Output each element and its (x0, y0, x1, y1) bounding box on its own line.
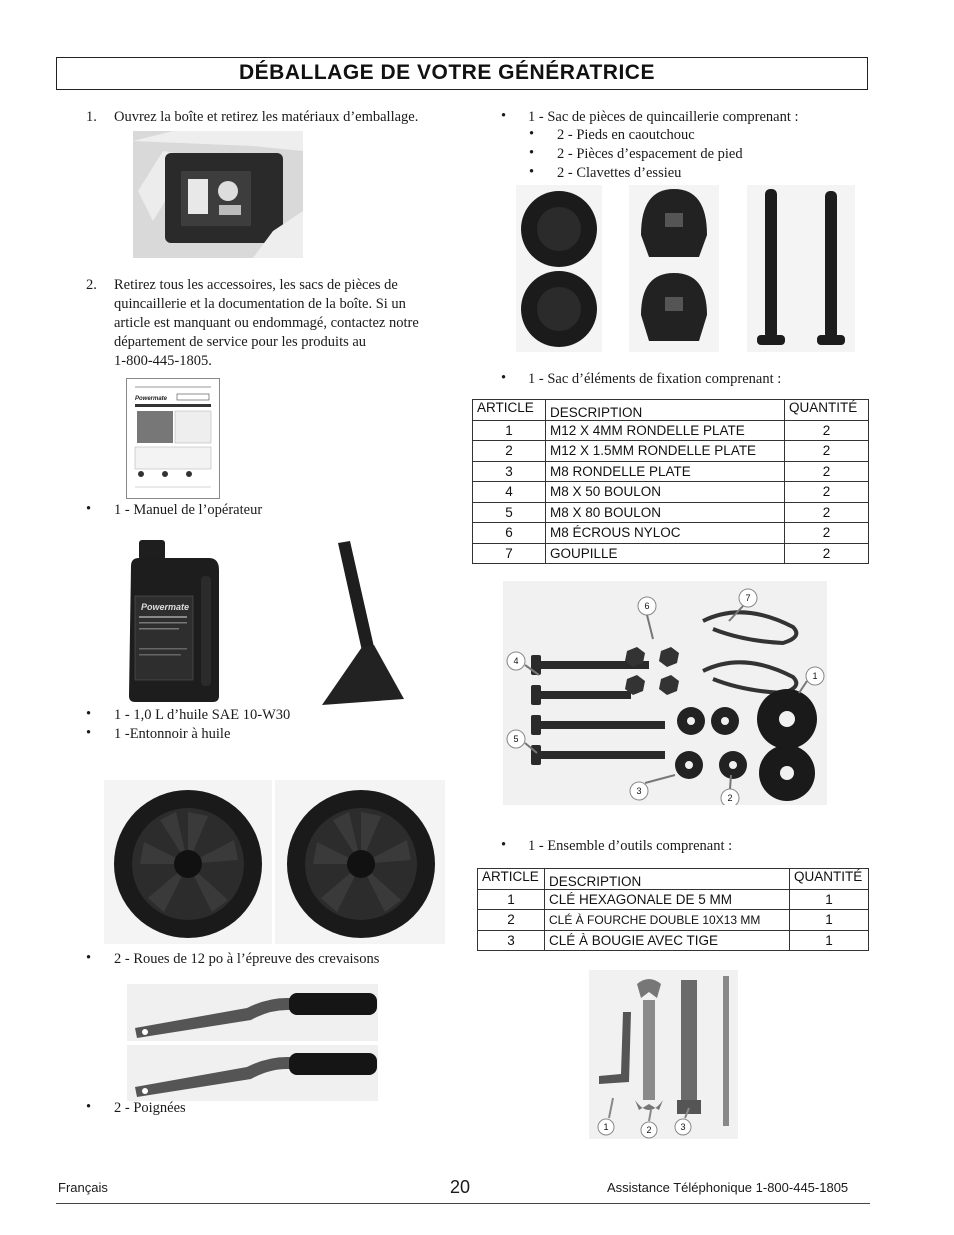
article-cell: 2 (478, 910, 545, 931)
hardware-bag-item: 2 - Pièces d’espacement de pied (557, 146, 743, 162)
page-number: 20 (450, 1177, 471, 1197)
tools-intro: 1 - Ensemble d’outils comprenant : (528, 838, 733, 854)
article-cell: 4 (473, 482, 546, 503)
page-title-box (56, 57, 868, 90)
quantity-cell: 2 (785, 543, 869, 564)
callout-6: 6 (644, 601, 650, 611)
wheel-photo-left (104, 780, 272, 944)
callout-1: 1 (812, 671, 818, 681)
article-cell: 1 (473, 420, 546, 441)
bullet-dot: • (501, 370, 507, 386)
quantity-cell: 1 (790, 889, 869, 910)
table-row (473, 420, 869, 441)
table-row (478, 910, 869, 931)
quantity-cell: 1 (790, 910, 869, 931)
rubber-feet-photo (516, 185, 602, 352)
quantity-cell: 2 (785, 482, 869, 503)
bullet-dot: • (501, 108, 507, 124)
table-row (473, 523, 869, 544)
manual-logo: Powermate (135, 396, 168, 402)
hardware-bag-item: 2 - Clavettes d’essieu (557, 165, 682, 181)
step-2-line: département de service pour les produits au (114, 334, 367, 350)
callout-3: 3 (636, 786, 642, 796)
footer-language: Français (58, 1180, 108, 1195)
handles-item: 2 - Poignées (114, 1100, 186, 1116)
handle-photo-top (127, 984, 378, 1041)
operator-manual-photo (126, 378, 220, 499)
column-header-article: ARTICLE (473, 400, 546, 421)
step-2-line: quincaillerie et la documentation de la boîte. Si un (114, 296, 406, 312)
table-header-row (478, 869, 869, 890)
bullet-dot: • (501, 837, 507, 853)
step-2-line: Retirez tous les accessoires, les sacs de pièces de (114, 277, 398, 293)
bullet-dot: • (529, 164, 535, 180)
article-cell: 7 (473, 543, 546, 564)
quantity-cell: 2 (785, 502, 869, 523)
column-header-description: DESCRIPTION (546, 400, 785, 421)
callout-5: 5 (513, 734, 519, 744)
description-cell: CLÉ À FOURCHE DOUBLE 10X13 MM (545, 910, 790, 931)
tools-table (477, 868, 869, 951)
description-cell: CLÉ HEXAGONALE DE 5 MM (545, 889, 790, 910)
quantity-cell: 1 (790, 930, 869, 951)
callout-4: 4 (513, 656, 519, 666)
article-cell: 5 (473, 502, 546, 523)
oil-item: 1 - 1,0 L d’huile SAE 10-W30 (114, 707, 291, 723)
axle-pins-photo (747, 185, 855, 352)
step-2-text (114, 276, 464, 371)
table-header-row (473, 400, 869, 421)
oil-logo: Powermate (141, 602, 190, 612)
description-cell: GOUPILLE (546, 543, 785, 564)
article-cell: 1 (478, 889, 545, 910)
hardware-bag-intro: 1 - Sac de pièces de quincaillerie comprenant : (528, 109, 799, 125)
hardware-bag-item: 2 - Pieds en caoutchouc (557, 127, 695, 143)
table-row (473, 441, 869, 462)
description-cell: CLÉ À BOUGIE AVEC TIGE (545, 930, 790, 951)
table-row (478, 889, 869, 910)
footer-divider (56, 1203, 870, 1204)
wheels-item: 2 - Roues de 12 po à l’épreuve des crevaisons (114, 951, 380, 967)
column-header-quantity: QUANTITÉ (790, 869, 869, 890)
description-cell: M8 ÉCROUS NYLOC (546, 523, 785, 544)
quantity-cell: 2 (785, 441, 869, 462)
column-header-description: DESCRIPTION (545, 869, 790, 890)
article-cell: 3 (478, 930, 545, 951)
fasteners-intro: 1 - Sac d’éléments de fixation comprenant : (528, 371, 782, 387)
table-row (473, 482, 869, 503)
tools-photo (589, 970, 738, 1139)
bullet-dot: • (529, 126, 535, 142)
wheel-photo-right (275, 780, 445, 944)
table-row (473, 502, 869, 523)
description-cell: M12 X 4MM RONDELLE PLATE (546, 420, 785, 441)
description-cell: M12 X 1.5MM RONDELLE PLATE (546, 441, 785, 462)
step-1-number: 1. (86, 109, 97, 125)
manual-item: 1 - Manuel de l’opérateur (114, 502, 263, 518)
bullet-dot: • (86, 1099, 92, 1115)
table-row (478, 930, 869, 951)
bullet-dot: • (529, 145, 535, 161)
tool-callout-1: 1 (603, 1122, 609, 1132)
description-cell: M8 X 80 BOULON (546, 502, 785, 523)
article-cell: 2 (473, 441, 546, 462)
foot-spacers-photo (629, 185, 719, 352)
description-cell: M8 RONDELLE PLATE (546, 461, 785, 482)
column-header-article: ARTICLE (478, 869, 545, 890)
generator-in-box-photo (133, 131, 303, 258)
description-cell: M8 X 50 BOULON (546, 482, 785, 503)
page-title: DÉBALLAGE DE VOTRE GÉNÉRATRICE (239, 61, 655, 84)
callout-2: 2 (727, 793, 733, 803)
tool-callout-3: 3 (680, 1122, 686, 1132)
footer-hotline: Assistance Téléphonique 1-800-445-1805 (607, 1180, 849, 1195)
oil-bottle-photo (125, 536, 227, 704)
quantity-cell: 2 (785, 420, 869, 441)
article-cell: 3 (473, 461, 546, 482)
callout-7: 7 (745, 593, 751, 603)
fasteners-photo (503, 581, 827, 805)
article-cell: 6 (473, 523, 546, 544)
step-2-line: 1-800-445-1805. (114, 353, 212, 369)
tool-callout-2: 2 (646, 1125, 652, 1135)
step-1-text: Ouvrez la boîte et retirez les matériaux d’emballage. (114, 109, 419, 125)
quantity-cell: 2 (785, 461, 869, 482)
step-2-number: 2. (86, 277, 97, 293)
bullet-dot: • (86, 725, 92, 741)
bullet-dot: • (86, 706, 92, 722)
handle-photo-bottom (127, 1045, 378, 1101)
fasteners-table (472, 399, 869, 564)
funnel-item: 1 -Entonnoir à huile (114, 726, 231, 742)
funnel-photo (308, 537, 409, 705)
step-2-line: article est manquant ou endommagé, contactez notre (114, 315, 419, 331)
table-row (473, 543, 869, 564)
bullet-dot: • (86, 950, 92, 966)
quantity-cell: 2 (785, 523, 869, 544)
bullet-dot: • (86, 501, 92, 517)
table-row (473, 461, 869, 482)
column-header-quantity: QUANTITÉ (785, 400, 869, 421)
